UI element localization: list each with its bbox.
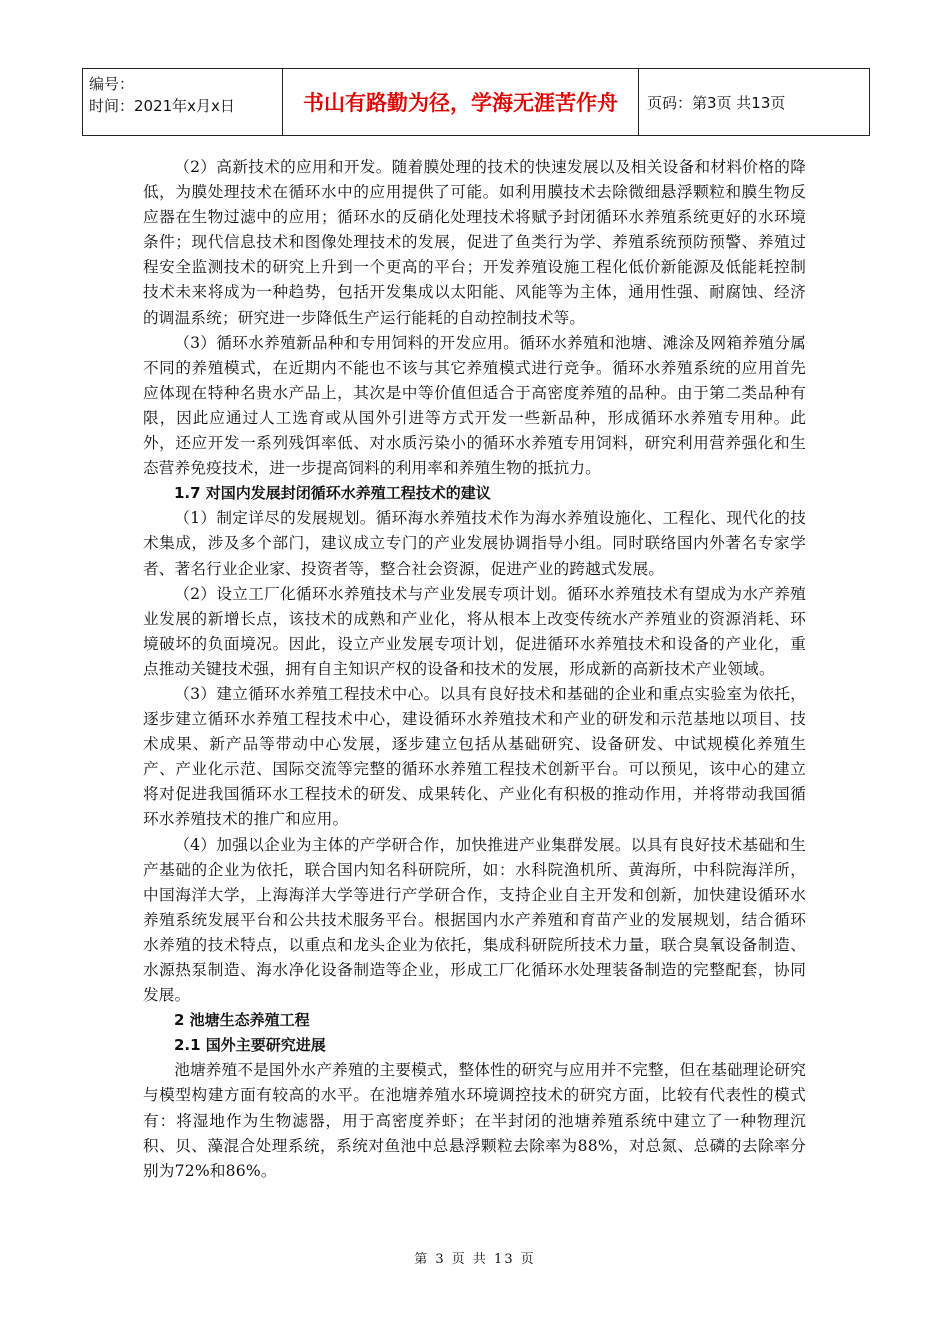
paragraph: （2）高新技术的应用和开发。随着膜处理的技术的快速发展以及相关设备和材料价格的降低，为膜处理技术在循环水中的应用提供了可能。如利用膜技术去除微细悬浮颗粒和膜生物反应器在生物过滤中的应用；循环水的反硝化处理技术将赋予封闭循环水养殖系统更好的水环境条件；现代信息技术和图像处理技术的发展，促进了鱼类行为学、养殖系统预防预警、养殖过程安全监测技术的研究上升到一个更高的平台；开发养殖设施工程化低价新能源及低能耗控制技术未来将成为一种趋势，包括开发集成以太阳能、风能等为主体，通用性强、耐腐蚀、经济的调温系统；研究进一步降低生产运行能耗的自动控制技术等。	[143, 158, 806, 327]
paragraph: （2）设立工厂化循环水养殖技术与产业发展专项计划。循环水养殖技术有望成为水产养殖业发展的新增长点，该技术的成熟和产业化，将从根本上改变传统水产养殖业的资源消耗、环境破坏的负面境况。因此，设立产业发展专项计划，促进循环水养殖技术和设备的产业化，重点推动关键技术强，拥有自主知识产权的设备和技术的发展，形成新的高新技术产业领域。	[143, 584, 806, 678]
section-heading: 1.7 对国内发展封闭循环水养殖工程技术的建议	[174, 484, 491, 503]
subsection-heading: 2.1 国外主要研究进展	[174, 1036, 326, 1055]
document-body	[143, 155, 806, 1184]
paragraph: 池塘养殖不是国外水产养殖的主要模式，整体性的研究与应用并不完整，但在基础理论研究与模型构建方面有较高的水平。在池塘养殖水环境调控技术的研究方面，比较有代表性的模式有：将湿地作为生物滤器，用于高密度养虾；在半封闭的池塘养殖系统中建立了一种物理沉积、贝、藻混合处理系统，系统对鱼池中总悬浮颗粒去除率为88%，对总氮、总磷的去除率分别为72%和86%。	[143, 1061, 806, 1180]
section-heading: 2 池塘生态养殖工程	[174, 1011, 310, 1030]
date-label: 时间：2021年x月x日	[89, 97, 235, 115]
paragraph: （4）加强以企业为主体的产学研合作，加快推进产业集群发展。以具有良好技术基础和生产基础的企业为依托，联合国内知名科研院所，如：水科院渔机所、黄海所，中科院海洋所，中国海洋大学，上海海洋大学等进行产学研合作，支持企业自主开发和创新，加快建设循环水养殖系统发展平台和公共技术服务平台。根据国内水产养殖和育苗产业的发展规划，结合循环水养殖的技术特点，以重点和龙头企业为依托，集成科研院所技术力量，联合臭氧设备制造、水源热泵制造、海水净化设备制造等企业，形成工厂化循环水处理装备制造的完整配套，协同发展。	[143, 835, 806, 1005]
number-label: 编号：	[89, 75, 135, 93]
paragraph: （3）建立循环水养殖工程技术中心。以具有良好技术和基础的企业和重点实验室为依托，逐步建立循环水养殖工程技术中心，建设循环水养殖技术和产业的研发和示范基地以项目、技术成果、新产品等带动中心发展，逐步建立包括从基础研究、设备研发、中试规模化养殖生产、产业化示范、国际交流等完整的循环水养殖工程技术创新平台。可以预见，该中心的建立将对促进我国循环水工程技术的研发、成果转化、产业化有积极的推动作用，并将带动我国循环水养殖技术的推广和应用。	[143, 684, 806, 829]
header-meta	[83, 69, 283, 135]
header-page-info: 页码：第3页 共13页	[647, 93, 786, 112]
page-footer: 第 3 页 共 13 页	[414, 1252, 536, 1267]
paragraph: （1）制定详尽的发展规划。循环海水养殖技术作为海水养殖设施化、工程化、现代化的技术集成，涉及多个部门，建议成立专门的产业发展协调指导小组。同时联络国内外著名专家学者、著名行业企业家、投资者等，整合社会资源，促进产业的跨越式发展。	[143, 509, 806, 578]
header-motto: 书山有路勤为径，学海无涯苦作舟	[283, 69, 639, 135]
paragraph: （3）循环水养殖新品种和专用饲料的开发应用。循环水养殖和池塘、滩涂及网箱养殖分属不同的养殖模式，在近期内不能也不该与其它养殖模式进行竞争。循环水养殖系统的应用首先应体现在特种名贵水产品上，其次是中等价值但适合于高密度养殖的品种。由于第二类品种有限，因此应通过人工选育或从国外引进等方式开发一些新品种，形成循环水养殖专用种。此外，还应开发一系列残饵率低、对水质污染小的循环水养殖专用饲料，研究利用营养强化和生态营养免疫技术，进一步提高饲料的利用率和养殖生物的抵抗力。	[143, 333, 806, 478]
page-header	[82, 68, 870, 136]
